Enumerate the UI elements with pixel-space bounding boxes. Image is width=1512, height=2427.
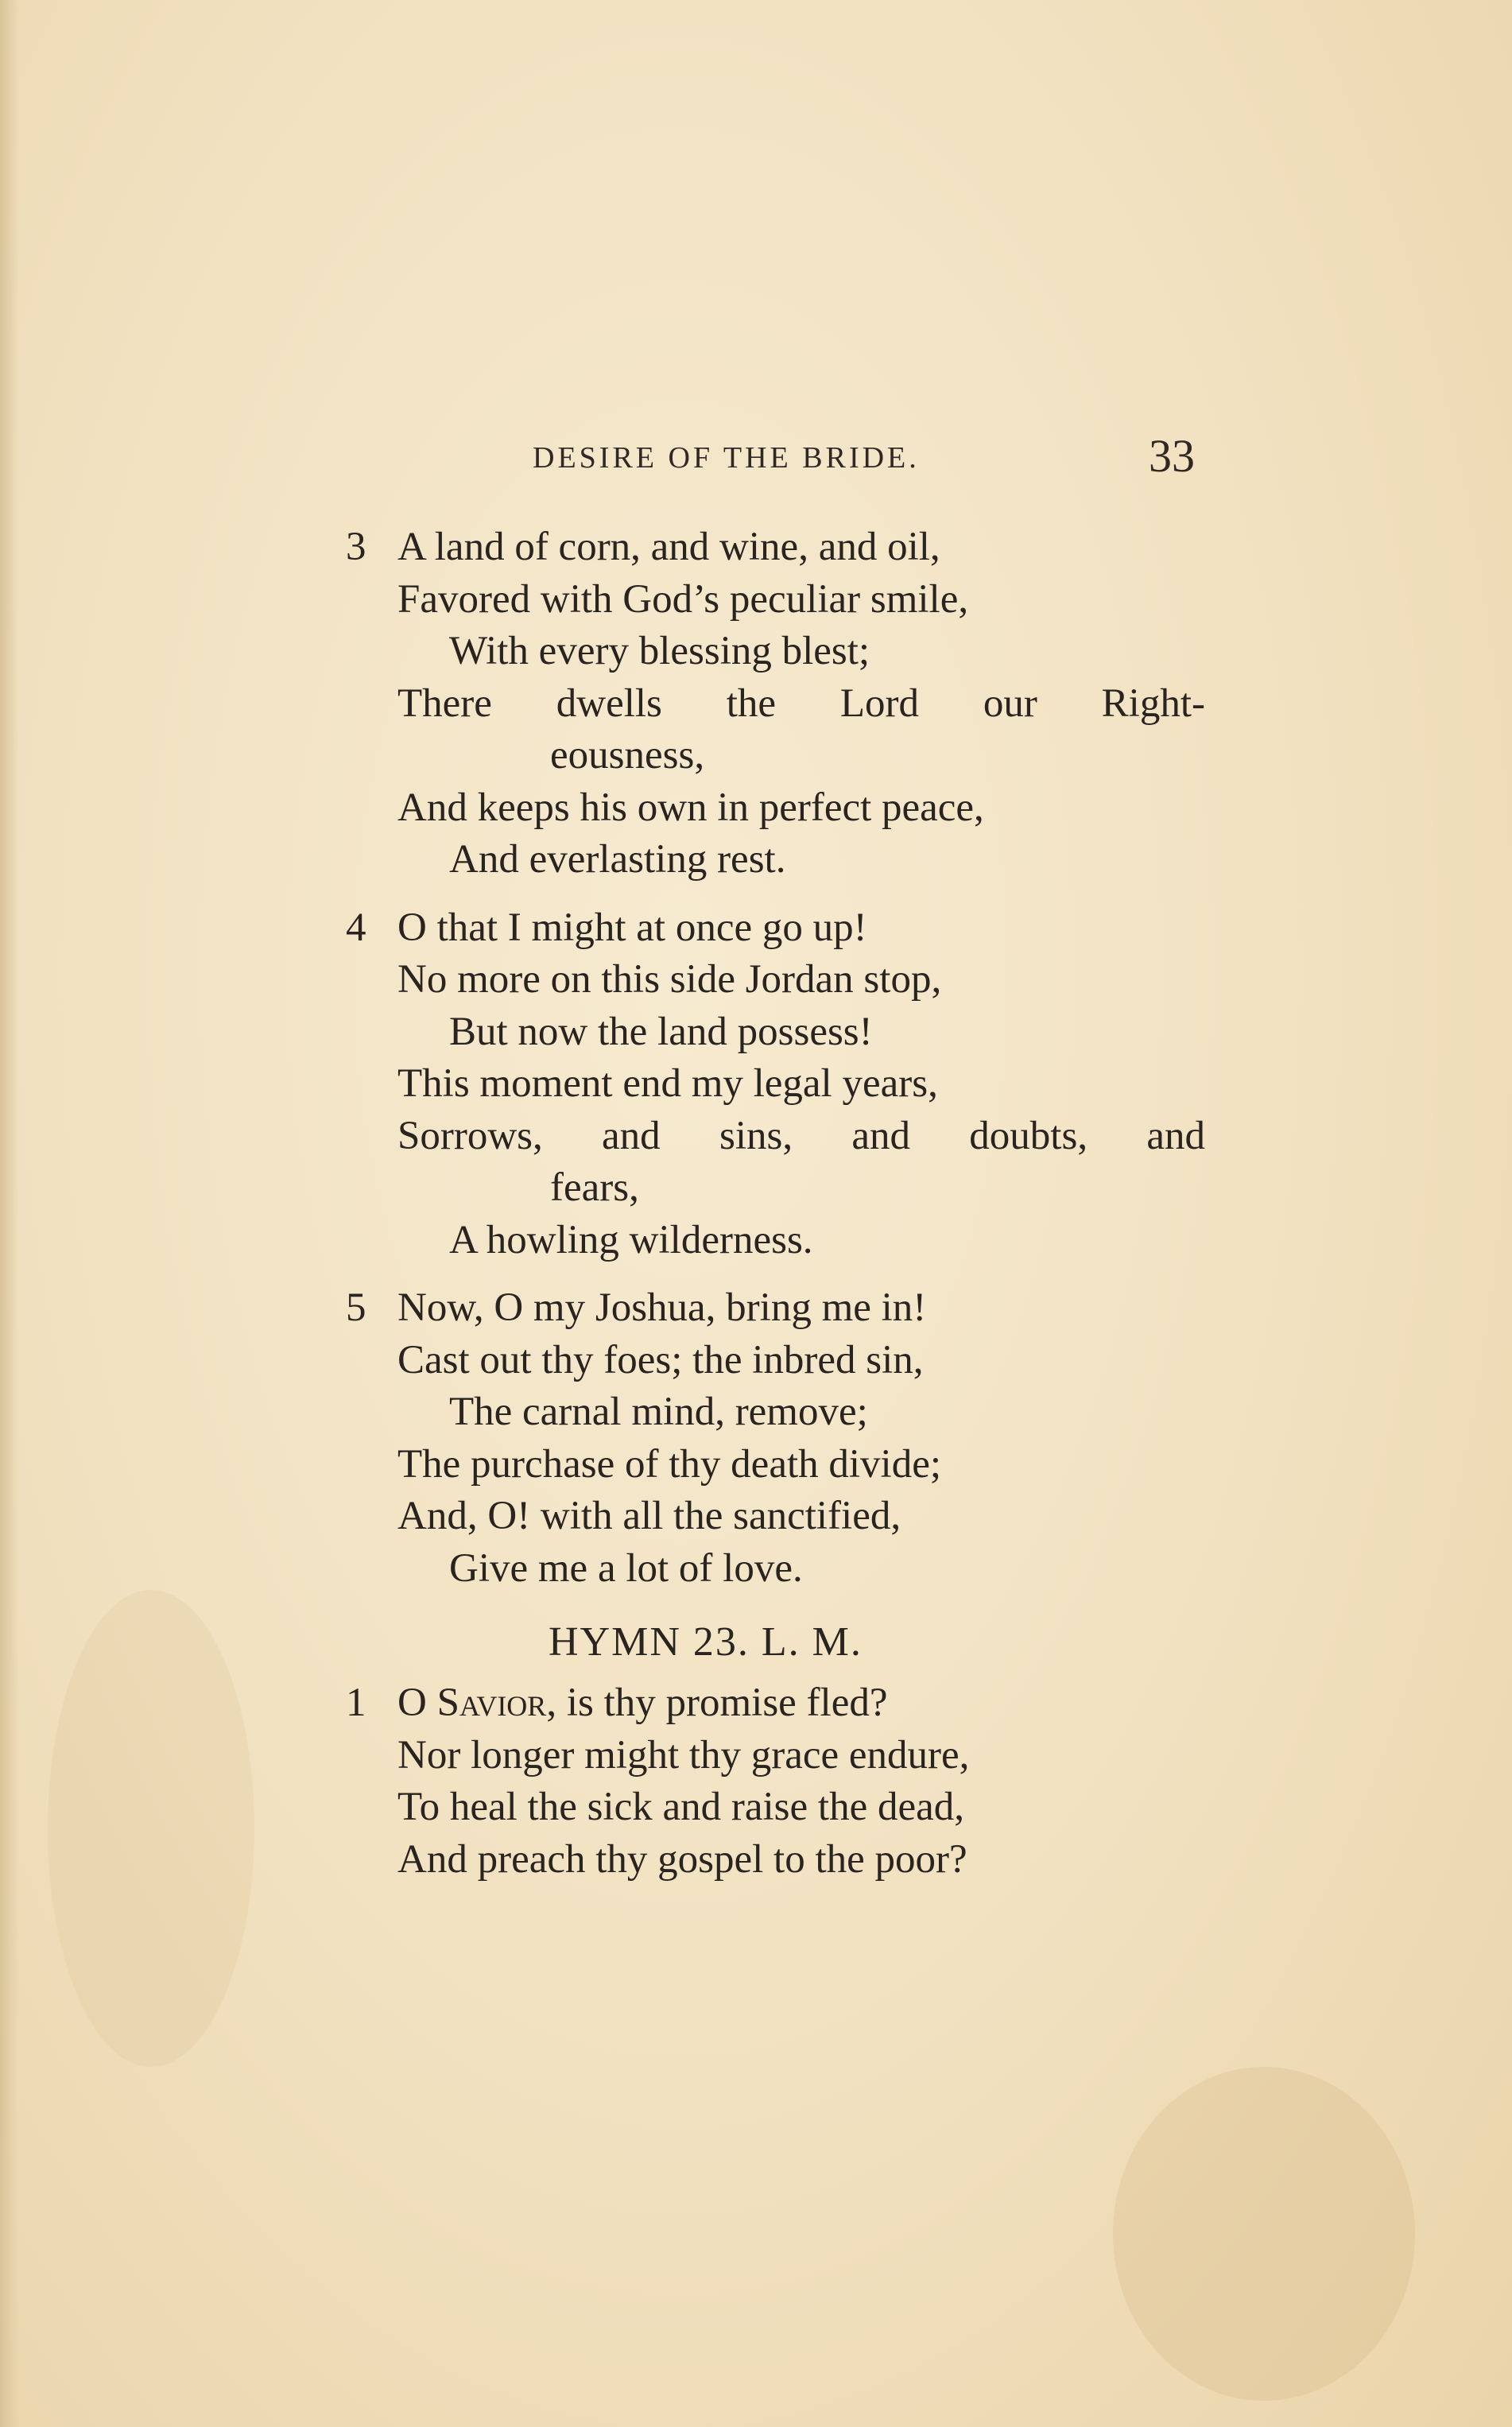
verse-text: Give me a lot of love. [449,1545,803,1591]
stanza-number: 5 [346,1285,366,1330]
verse-line [0,1730,1512,1782]
verse-line [0,521,1512,574]
stanza-5 [0,1282,1512,1595]
verse-line [0,574,1512,626]
verse-word: Right- [1101,680,1205,726]
verse-line [0,1834,1512,1886]
verse-text: fears, [550,1165,639,1210]
verse-word: sins, [719,1113,793,1158]
verse-line [0,1781,1512,1834]
verse-line [0,1543,1512,1595]
page-header [0,429,1512,482]
verse-text: And, O! with all the sanctified, [397,1494,901,1538]
verse-word: dwells [556,680,662,726]
verse-line [0,1282,1512,1335]
verse-text: To heal the sick and raise the dead, [397,1785,964,1829]
verse-line [0,1386,1512,1439]
verse-line [0,678,1512,731]
verse-text: This moment end my legal years, [397,1061,938,1106]
verse-text: Favored with God’s peculiar smile, [397,576,969,622]
verse-word: and [602,1113,661,1158]
verse-line [0,902,1512,955]
stanza-number: 1 [346,1681,366,1725]
verse-word: our [983,680,1037,726]
verse-text: O that I might at once go up! [397,905,867,950]
verse-line [0,626,1512,678]
verse-text: , is thy promise fled? [546,1681,888,1725]
paper-stain [1113,2067,1415,2401]
verse-line [0,1006,1512,1059]
verse-text: And keeps his own in perfect peace, [397,785,984,830]
verse-text: eousness, [550,733,705,777]
hymn-title: HYMN 23. L. M. [549,1619,863,1665]
verse-word: doubts, [969,1113,1088,1158]
verse-text: The purchase of thy death divide; [397,1441,942,1487]
verse-line [0,1215,1512,1267]
verse-text: O [397,1681,427,1725]
small-caps-word: Savior [436,1681,547,1725]
verse-text: Nor longer might thy grace endure, [397,1732,970,1778]
verse-line [0,730,1512,782]
verse-text: Cast out thy foes; the inbred sin, [397,1337,924,1382]
verse-text-justified [397,678,1205,731]
verse-word: and [1146,1113,1205,1158]
verse-line [0,1491,1512,1543]
verse-line [0,782,1512,835]
page-body [0,521,1512,1902]
verse-line [0,1058,1512,1111]
verse-word: There [397,680,492,726]
verse-line [0,1439,1512,1491]
verse-text: And everlasting rest. [449,837,786,882]
page-number: 33 [1149,430,1195,482]
verse-text: Now, O my Joshua, bring me in! [397,1285,927,1330]
verse-word: and [851,1113,911,1158]
verse-word: Lord [839,680,920,726]
verse-line [0,954,1512,1006]
running-title: DESIRE OF THE BRIDE. [533,441,920,475]
verse-text: With every blessing blest; [449,629,870,673]
verse-line [0,1111,1512,1163]
verse-text: A land of corn, and wine, and oil, [397,525,940,569]
stanza-4 [0,902,1512,1267]
verse-text: A howling wilderness. [449,1217,813,1262]
verse-word: the [726,680,777,726]
verse-text: No more on this side Jordan stop, [397,957,942,1002]
verse-line [0,1162,1512,1215]
verse-line [0,1335,1512,1387]
verse-text: But now the land possess! [449,1009,873,1054]
stanza-3 [0,521,1512,886]
verse-word: Sorrows, [397,1113,543,1158]
verse-text: The carnal mind, remove; [449,1390,868,1434]
verse-text-justified [397,1111,1205,1163]
stanza-number: 3 [346,525,366,569]
stanza-number: 4 [346,905,366,950]
verse-text: And preach thy gospel to the poor? [397,1836,967,1882]
verse-line [0,834,1512,886]
verse-line [0,1677,1512,1730]
hymn-23-stanza-1 [0,1677,1512,1886]
